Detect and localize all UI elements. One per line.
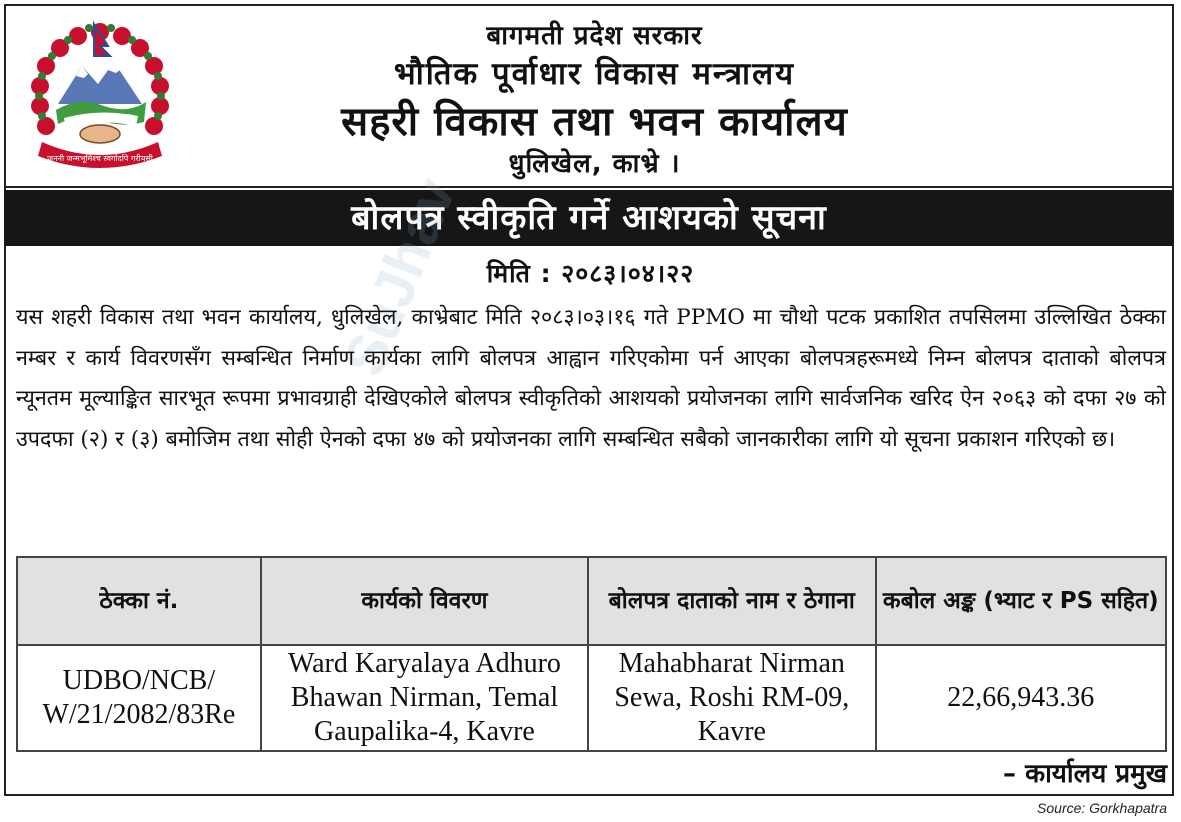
table-row (17, 645, 1166, 751)
header-bidder-name-address: बोलपत्र दाताको नाम र ठेगाना (588, 557, 875, 645)
header-work-description: कार्यको विवरण (261, 557, 588, 645)
ministry-title: भौतिक पूर्वाधार विकास मन्त्रालय (393, 56, 796, 92)
header-bid-amount: कबोल अङ्क (भ्याट र PS सहित) (876, 557, 1167, 645)
cell-bid-amount: 22,66,943.36 (876, 645, 1167, 751)
notice-body-paragraph: यस शहरी विकास तथा भवन कार्यालय, धुलिखेल, काभ्रेबाट मिति २०८३।०३।१६ गते PPMO मा चौथो पटक प्रकाशित तपसिलमा उल्लिखित ठेक्का नम्बर र कार्य विवरणसँग सम्बन्धित निर्माण कार्यका लागि बोलपत्र आह्वान गरिएकोमा पर्न आएका बोलपत्रहरूमध्ये निम्न बोलपत्र दाताको बोलपत्र न्यूनतम मूल्याङ्कित सारभूत रूपमा प्रभावग्राही देखिएकोले बोलपत्र स्वीकृतिको आशयको प्रयोजनका लागि सार्वजनिक खरिद ऐन २०६३ को दफा २७ को उपदफा (२) र (३) बमोजिम तथा सोही ऐनको दफा ४७ को प्रयोजनका लागि सम्बन्धित सबैको जानकारीका लागि यो सूचना प्रकाशन गरिएको छ। (16, 305, 1166, 452)
office-chief-signature: – कार्यालय प्रमुख (1003, 759, 1167, 789)
cell-bidder: Mahabharat Nirman Sewa, Roshi RM-09, Kavre (588, 645, 875, 751)
source-credit: Source: Gorkhapatra (1037, 800, 1167, 816)
svg-text:जननी जन्मभूमिश्च स्वर्गादपि गर: जननी जन्मभूमिश्च स्वर्गादपि गरीयसी (47, 154, 153, 163)
office-location: धुलिखेल, काभ्रे । (508, 149, 681, 179)
header-contract-no: ठेक्का नं. (17, 557, 261, 645)
cell-work-description: Ward Karyalaya Adhuro Bhawan Nirman, Temal Gaupalika-4, Kavre (261, 645, 588, 751)
cell-contract-no: UDBO/NCB/ W/21/2082/83Re (17, 645, 261, 751)
table-header-row (17, 557, 1166, 645)
province-government-title: बागमती प्रदेश सरकार (486, 21, 703, 51)
notice-header (4, 4, 1174, 188)
notice-date: मिति : २०८३।०४।२२ (486, 259, 695, 288)
watermark: SuJhav (330, 169, 469, 385)
notice-title-banner: बोलपत्र स्वीकृति गर्ने आशयको सूचना (4, 190, 1174, 246)
office-title: सहरी विकास तथा भवन कार्यालय (341, 99, 848, 145)
bid-details-table (16, 556, 1167, 752)
